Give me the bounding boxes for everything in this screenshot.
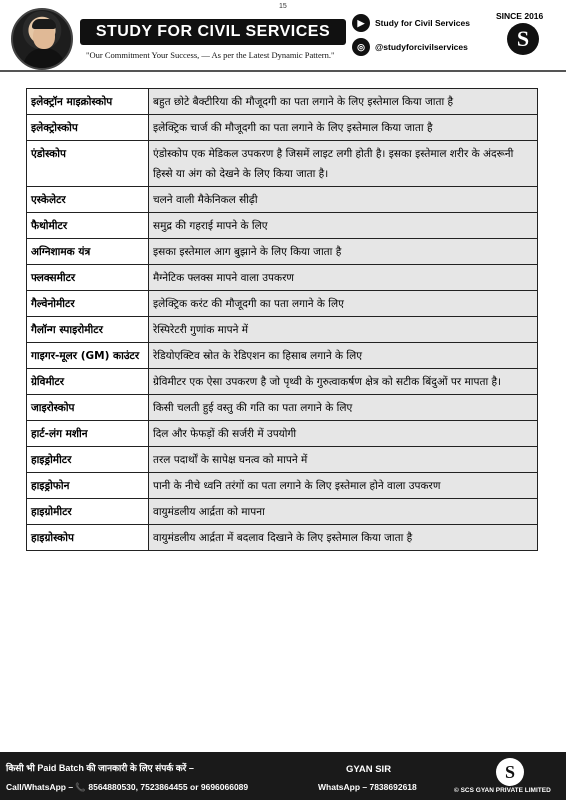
instrument-name: गैलॉन्ग स्पाइरोमीटर (27, 317, 149, 343)
instrument-name: फैथोमीटर (27, 213, 149, 239)
instrument-use: ग्रेविमीटर एक ऐसा उपकरण है जो पृथ्वी के गुरुत्वाकर्षण क्षेत्र को सटीक बिंदुओं पर मापता है। (149, 369, 538, 395)
instrument-name: जाइरोस्कोप (27, 395, 149, 421)
instrument-use: वायुमंडलीय आर्द्रता में बदलाव दिखाने के लिए इस्तेमाल किया जाता है (149, 525, 538, 551)
instrument-name: हाइड्रोफोन (27, 473, 149, 499)
instrument-use: पानी के नीचे ध्वनि तरंगों का पता लगाने के लिए इस्तेमाल होने वाला उपकरण (149, 473, 538, 499)
instrument-use: एंडोस्कोप एक मेडिकल उपकरण है जिसमें लाइट लगी होती है। इसका इस्तेमाल शरीर के अंदरूनी हिस्से या अंग को देखने के लिए किया जाता है। (149, 141, 538, 187)
table-row (27, 213, 538, 239)
instrument-name: इलेक्ट्रोस्कोप (27, 115, 149, 141)
instrument-use: दिल और फेफड़ों की सर्जरी में उपयोगी (149, 421, 538, 447)
table-row (27, 291, 538, 317)
instrument-name: गैल्वेनोमीटर (27, 291, 149, 317)
instagram-icon: ◎ (352, 38, 370, 56)
table-row (27, 473, 538, 499)
scs-logo: S (507, 23, 539, 55)
table-row (27, 395, 538, 421)
footer-teacher-name: GYAN SIR (346, 764, 392, 775)
instrument-use: मैग्नेटिक फ्लक्स मापने वाला उपकरण (149, 265, 538, 291)
instrument-name: एस्केलेटर (27, 187, 149, 213)
youtube-icon: ▶ (352, 14, 370, 32)
instruments-table (26, 88, 538, 551)
brand-tagline: "Our Commitment Your Success, — As per the Latest Dynamic Pattern." (86, 50, 335, 60)
footer-phone-numbers: Call/WhatsApp – 📞 8564880530, 7523864455 or 9696066089 (6, 782, 249, 792)
footer-copyright: © SCS GYAN PRIVATE LIMITED (454, 787, 551, 794)
author-photo (11, 8, 73, 70)
since-label: SINCE 2016 (496, 11, 544, 21)
table-row (27, 525, 538, 551)
instrument-use: समुद्र की गहराई मापने के लिए (149, 213, 538, 239)
instrument-use: चलने वाली मैकेनिकल सीढ़ी (149, 187, 538, 213)
footer-scs-logo: S (496, 758, 524, 786)
instrument-name: फ्लक्समीटर (27, 265, 149, 291)
table-row (27, 447, 538, 473)
table-row (27, 369, 538, 395)
instrument-name: एंडोस्कोप (27, 141, 149, 187)
instrument-name: इलेक्ट्रॉन माइक्रोस्कोप (27, 89, 149, 115)
instrument-use: वायुमंडलीय आर्द्रता को मापना (149, 499, 538, 525)
table-row (27, 89, 538, 115)
instrument-use: बहुत छोटे बैक्टीरिया की मौजूदगी का पता लगाने के लिए इस्तेमाल किया जाता है (149, 89, 538, 115)
footer-whatsapp: WhatsApp – 7838692618 (318, 782, 417, 792)
instrument-use: रेडियोएक्टिव स्रोत के रेडिएशन का हिसाब लगाने के लिए (149, 343, 538, 369)
footer-contact-heading: किसी भी Paid Batch की जानकारी के लिए संपर्क करें – (6, 763, 194, 773)
table-row (27, 141, 538, 187)
instrument-use: रेस्पिरेटरी गुणांक मापने में (149, 317, 538, 343)
instrument-name: हार्ट-लंग मशीन (27, 421, 149, 447)
instrument-use: तरल पदार्थों के सापेक्ष घनत्व को मापने में (149, 447, 538, 473)
table-row (27, 421, 538, 447)
page-number: 15 (279, 3, 287, 10)
table-row (27, 343, 538, 369)
table-row (27, 187, 538, 213)
instrument-name: हाइड्रोमीटर (27, 447, 149, 473)
brand-title: STUDY FOR CIVIL SERVICES (80, 19, 346, 45)
page-header (0, 0, 566, 78)
instrument-use: इलेक्ट्रिक करंट की मौजूदगी का पता लगाने के लिए (149, 291, 538, 317)
page-footer (0, 752, 566, 800)
instagram-label: @studyforcivilservices (375, 42, 468, 52)
instrument-use: किसी चलती हुई वस्तु की गति का पता लगाने के लिए (149, 395, 538, 421)
table-row (27, 317, 538, 343)
instrument-name: हाइग्रोस्कोप (27, 525, 149, 551)
instagram-link[interactable] (352, 38, 468, 56)
instrument-name: हाइग्रोमीटर (27, 499, 149, 525)
table-row (27, 239, 538, 265)
header-divider (0, 70, 566, 72)
table-row (27, 115, 538, 141)
youtube-link[interactable] (352, 14, 470, 32)
instrument-name: ग्रेविमीटर (27, 369, 149, 395)
table-row (27, 265, 538, 291)
instrument-use: इलेक्ट्रिक चार्ज की मौजूदगी का पता लगाने के लिए इस्तेमाल किया जाता है (149, 115, 538, 141)
youtube-label: Study for Civil Services (375, 18, 470, 28)
instrument-name: गाइगर-मूलर (GM) काउंटर (27, 343, 149, 369)
instrument-name: अग्निशामक यंत्र (27, 239, 149, 265)
instrument-use: इसका इस्तेमाल आग बुझाने के लिए किया जाता है (149, 239, 538, 265)
table-row (27, 499, 538, 525)
